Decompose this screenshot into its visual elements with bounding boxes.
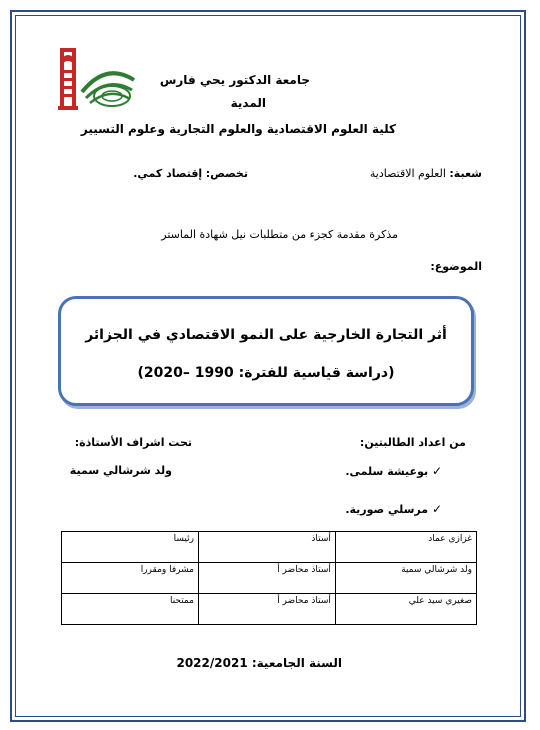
student-1 xyxy=(345,464,442,478)
branch-line xyxy=(370,167,482,180)
academic-year xyxy=(176,656,342,670)
memo-note: مذكرة مقدمة كجزء من متطلبات نيل شهادة الماستر xyxy=(161,228,398,241)
specialty-value: إقتصاد كمي. xyxy=(133,167,203,180)
jury-table xyxy=(61,531,477,625)
academic-year-value: 2022/2021 xyxy=(176,656,248,670)
faculty-name: كلية العلوم الاقتصادية والعلوم التجارية وعلوم التسيير xyxy=(80,122,396,136)
student-1-name: بوعيشة سلمى. xyxy=(345,465,429,478)
academic-year-label: السنة الجامعية: xyxy=(251,656,342,670)
supervisor-label: تحت اشراف الأستاذة: xyxy=(74,436,192,449)
jury-role: رئيسا xyxy=(62,532,199,563)
thesis-title-box xyxy=(58,296,474,406)
table-row xyxy=(62,594,477,625)
jury-name: ولد شرشالي سمية xyxy=(335,563,476,594)
student-2 xyxy=(345,502,442,516)
jury-rank: أستاذ محاضر أ xyxy=(198,563,335,594)
check-icon: ✓ xyxy=(431,464,442,478)
supervisor-name: ولد شرشالي سمية xyxy=(69,464,172,477)
table-row xyxy=(62,532,477,563)
thesis-subtitle: (دراسة قياسية للفترة: 1990 –2020) xyxy=(137,365,395,381)
table-row xyxy=(62,563,477,594)
branch-label: شعبة: xyxy=(449,167,482,180)
jury-role: ممتحنا xyxy=(62,594,199,625)
university-name: جامعة الدكتور يحي فارس xyxy=(159,73,310,87)
check-icon: ✓ xyxy=(431,502,442,516)
thesis-title: أثر التجارة الخارجية على النمو الاقتصادي في الجزائر xyxy=(85,327,447,343)
jury-rank: أستاذ محاضر أ xyxy=(198,594,335,625)
jury-name: صغيري سيد علي xyxy=(335,594,476,625)
student-2-name: مرسلي صورية. xyxy=(345,503,429,516)
university-logo xyxy=(58,48,138,114)
jury-rank: أستاذ xyxy=(198,532,335,563)
jury-name: غزازي عماد xyxy=(335,532,476,563)
students-label: من اعداد الطالبتين: xyxy=(359,436,466,449)
specialty-line xyxy=(133,167,248,180)
branch-value: العلوم الاقتصادية xyxy=(369,167,446,180)
city-name: المدية xyxy=(230,96,266,110)
specialty-label: تخصص: xyxy=(205,167,248,180)
subject-label: الموضوع: xyxy=(430,260,482,273)
jury-role: مشرفا ومقررا xyxy=(62,563,199,594)
